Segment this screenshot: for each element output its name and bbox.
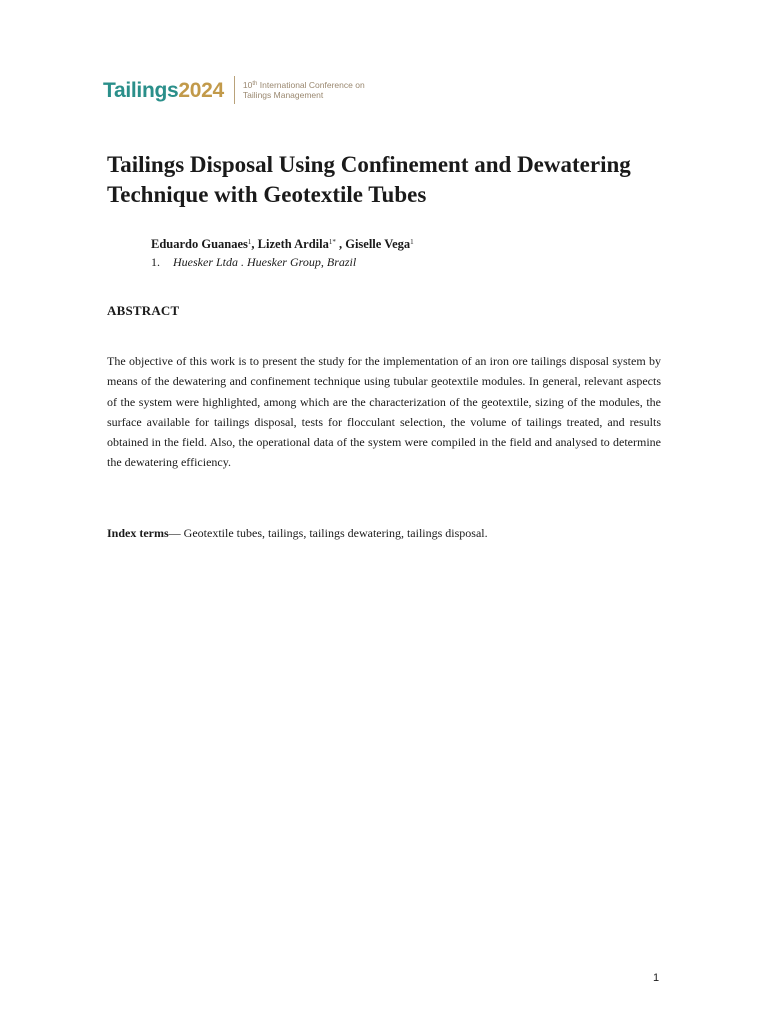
- author-separator: ,: [251, 237, 258, 251]
- author-name: Giselle Vega: [345, 237, 411, 251]
- index-terms-label: Index terms: [107, 526, 169, 540]
- author-affiliation-mark: 1: [247, 238, 252, 246]
- author-affiliation-mark: 1*: [328, 238, 336, 246]
- index-terms-text: Geotextile tubes, tailings, tailings dewatering, tailings disposal.: [180, 526, 488, 540]
- author-list: [151, 237, 414, 252]
- affiliation-number: 1.: [151, 255, 160, 269]
- conference-name-line2: Tailings Management: [242, 90, 324, 100]
- author-name: Eduardo Guanaes: [151, 237, 248, 251]
- abstract-body: The objective of this work is to present the study for the implementation of an iron ore tailings disposal system by means of the dewatering and confinement technique using tubular geotextile modules. In general, relevant aspects of the system were highlighted, among which are the characterization of the geotextile, sizing of the modules, the surface available for tailings disposal, tests for flocculant selection, the volume of tailings treated, and results obtained in the field. Also, the operational data of the system were compiled in the field and analysed to determine the dewatering efficiency.: [107, 354, 661, 470]
- conference-name: [243, 80, 365, 100]
- author-separator: ,: [335, 237, 346, 251]
- affiliation: [151, 255, 356, 270]
- logo-word: Tailings: [103, 78, 179, 102]
- conference-name-line1: [243, 80, 365, 90]
- paper-title: Tailings Disposal Using Confinement and Dewatering Technique with Geotextile Tubes: [107, 152, 631, 207]
- logo-year: 2024: [178, 78, 224, 102]
- abstract-heading: ABSTRACT: [107, 303, 180, 318]
- author-name: Lizeth Ardila: [257, 237, 329, 251]
- conference-ordinal-number: 10: [242, 80, 253, 90]
- page-number: 1: [653, 972, 660, 984]
- author-affiliation-mark: 1: [410, 238, 414, 246]
- header-divider: [234, 76, 235, 104]
- tailings2024-logo: [103, 80, 224, 101]
- index-terms-dash: —: [168, 526, 181, 540]
- affiliation-text: Huesker Ltda . Huesker Group, Brazil: [173, 255, 357, 269]
- conference-ordinal-suffix: th: [252, 81, 258, 87]
- conference-name-line1-rest: International Conference on: [257, 80, 365, 90]
- index-terms: [107, 524, 661, 542]
- conference-header: [103, 74, 365, 106]
